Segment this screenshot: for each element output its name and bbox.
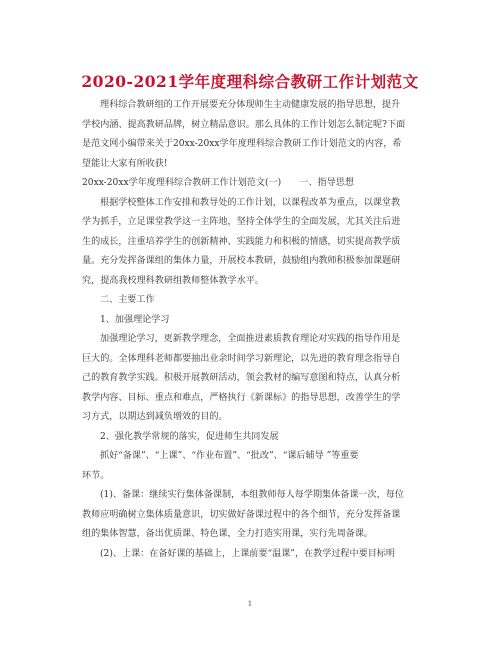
document-title: 2020-2021学年度理科综合教研工作计划范文 (81, 72, 419, 91)
paragraph-line: 抓好“备课”、“上课”、“作业布置”、“批改”、“课后辅导 ”等重要 (100, 451, 359, 461)
paragraph-line: 习方式，以期达到减负增效的目的。 (82, 412, 228, 422)
paragraph-line: 教师应明确树立集体质量意识，切实做好备课过程中的各个细节，充分发挥备课 (82, 509, 401, 520)
paragraph-line: 学校内涵、提高教研品牌，树立精品意识。那么具体的工作计划怎么制定呢?下面 (82, 119, 406, 130)
paragraph-line: 环节。 (82, 470, 110, 481)
paragraph-line: 学为抓手，立足课堂教学这一主阵地，坚持全体学生的全面发展，尤其关注后进 (82, 217, 401, 227)
paragraph-line: (1)、备课：继续实行集体备课制，本组教师每人每学期集体备课一次，每位 (100, 490, 404, 500)
paragraph-line: 理科综合教研组的工作开展要充分体现师生主动健康发展的指导思想，提升 (100, 100, 401, 110)
paragraph-line: 加强理论学习，更新教学理念，全面推进素质教育理论对实践的指导作用是 (100, 334, 401, 344)
paragraph-line: 1、加强理论学习 (100, 314, 170, 325)
paragraph-line: 巨大的。全体理科老师都要抽出业余时间学习新理论，以先进的教育理念指导自 (82, 353, 401, 364)
paragraph-line: 望能让大家有所收获! (82, 158, 168, 169)
paragraph-line: 量。充分发挥备课组的集体力量，开展校本教研，鼓励组内教师积极参加课题研 (82, 256, 401, 266)
paragraph-line: 根据学校整体工作安排和教导处的工作计划，以课程改革为重点，以课堂教 (100, 197, 401, 208)
paragraph-line: 己的教育教学实践。积极开展教研活动，领会教材的编写意图和特点，认真分析 (82, 373, 401, 383)
paragraph-line: 组的集体智慧，备出优质课、特色课，全力打造实用课，实行先周备课。 (82, 529, 374, 539)
paragraph-line: 是范文网小编带来关于20xx-20xx学年度理科综合教研工作计划范文的内容，希 (82, 139, 402, 149)
paragraph-line: 究，提高我校理科教研组教师整体教学水平。 (82, 275, 264, 286)
page-number: 1 (247, 600, 253, 608)
paragraph-line: 教学内容、目标、重点和难点，严格执行《新课标》的指导思想，改善学生的学 (82, 392, 401, 403)
document-body (82, 96, 422, 564)
paragraph-line: 20xx-20xx学年度理科综合教研工作计划范文(一) 一、指导思想 (82, 178, 354, 188)
paragraph-line: 2、强化教学常规的落实，促进师生共同发展 (100, 431, 279, 442)
paragraph-line: 生的成长，注重培养学生的创新精神、实践能力和积极的情感，切实提高教学质 (82, 236, 401, 247)
paragraph-line: 二、主要工作 (100, 295, 155, 305)
paragraph-line: (2)、上课：在备好课的基础上，上课前要“温课”，在教学过程中要目标明 (100, 548, 395, 559)
